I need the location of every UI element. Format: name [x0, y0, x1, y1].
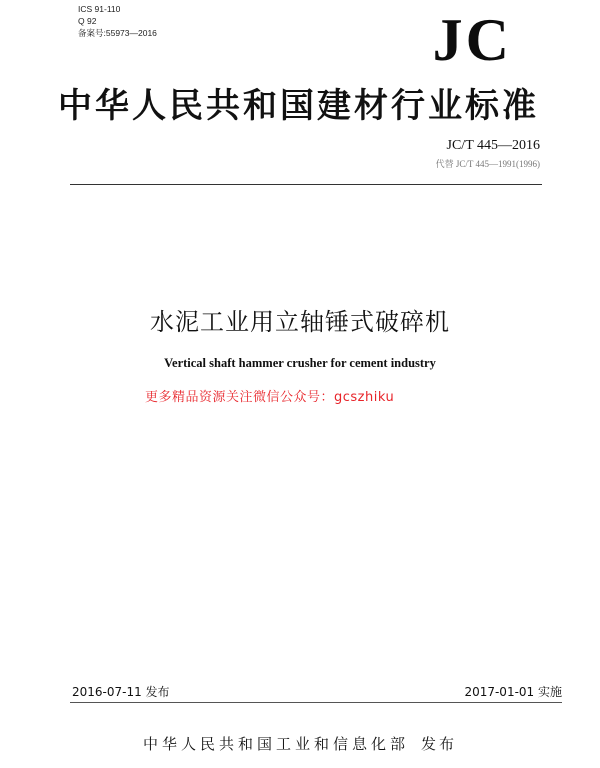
footer-divider	[70, 702, 562, 703]
replaces-standard: 代替 JC/T 445—1991(1996)	[435, 159, 540, 169]
issuing-authority	[0, 733, 600, 754]
effective-date: 2017-01-01 实施	[464, 685, 562, 699]
issuer-name: 中华人民共和国工业和信息化部	[142, 735, 409, 753]
industry-standard-title: 中华人民共和国建材行业标准	[58, 86, 539, 126]
promo-text: 更多精品资源关注微信公众号：gcszhiku	[145, 390, 395, 405]
document-title-chinese: 水泥工业用立轴锤式破碎机	[150, 308, 450, 336]
standard-number: JC/T 445—2016	[446, 138, 540, 153]
document-title-english: Vertical shaft hammer crusher for cement industry	[164, 356, 436, 370]
jc-logo: JC	[432, 7, 512, 73]
header-divider	[70, 184, 542, 185]
issuer-verb: 发布	[421, 735, 458, 753]
ics-code: ICS 91-110	[78, 4, 121, 14]
issue-date: 2016-07-11 发布	[72, 685, 170, 699]
record-number: 备案号:55973—2016	[78, 28, 157, 38]
class-code: Q 92	[78, 16, 97, 26]
classification-block	[78, 3, 157, 39]
